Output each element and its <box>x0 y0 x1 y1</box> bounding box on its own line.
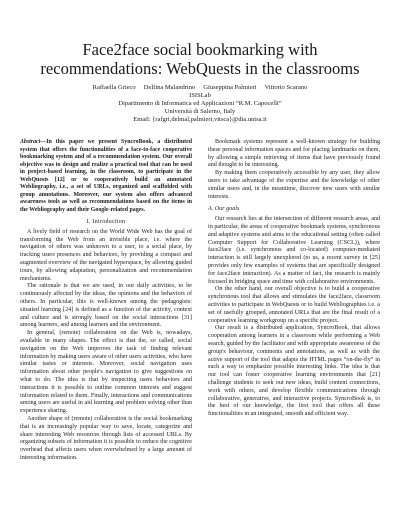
title-line-1: Face2face social bookmarking with <box>82 40 318 59</box>
abstract-lead: Abstract <box>20 139 41 145</box>
paper-title <box>20 40 380 78</box>
author-names: Raffaella Grieco Delfina Malandrino Giuseppina Palmieri Vittorio Scarano <box>92 84 308 91</box>
section-heading-introduction: I. Introduction <box>86 219 126 225</box>
university: Università di Salerno, Italy <box>164 108 236 115</box>
title-line-2: recommendations: WebQuests in the classrooms <box>40 59 360 78</box>
subsection-heading-our-goals: A. Our goals <box>208 206 240 213</box>
left-column <box>20 139 192 463</box>
lab-name: ISISLab <box>189 92 211 99</box>
goals-paragraph-1: Our research lies at the intersection of different research areas, and in particular, the areas of cooperative bookmark systems, synchronous and adaptive systems and aims to the educational setting (often called Computer Support for Collaborative Learning (CSCL)), where face2face (i.e. synchronous and co-located) computer-mediated interaction is still largely unexplored (to us, a recent survey in [25] provides only few examples of systems that are specifically designed for face2face interaction). As a matter of fact, the research is mainly focused in bridging space and time with collaborative environments. <box>208 216 380 285</box>
email: Email: {rafgri,delmal,palmieri,vitsca}@dia.unisa.it <box>133 116 267 123</box>
right-paragraph-2: By making them cooperatively accessible by any user, they allow users to take advantage of the expertise and the knowledge of other similar users and, in the meantime, discover new users with similar interests. <box>208 170 380 200</box>
right-column <box>208 139 380 419</box>
intro-paragraph-3: In general, (remote) collaboration on the Web is, nowadays, available in many shapes. The effect is that the, so called, social navigation on the Web improves the task of finding relevant information by making users aware of other users activities, who have similar tastes or interests. Moreover, social navigation uses information about other people's navigation to give suggestions on what to do. The idea is that by inspecting users behaviors and interactions it is possible to outline common interests and suggest information related to them. Finally, interactions and communications among users are useful in aid learning and problem solving other than experience sharing. <box>20 330 192 415</box>
abstract <box>20 139 192 214</box>
intro-paragraph-4: Another shape of (remote) collaboration is the social bookmarking that is an increasingly popular way to save, locate, categorize and share interesting Web resources through lists of accessed URLs. By organizing subsets of information it is possible to reduce the cognitive overhead that affects users when overwhelmed by a large amount of interesting information. <box>20 415 192 461</box>
right-paragraph-1: Bookmark systems represent a well-known strategy for building these personal information spaces and for placing landmarks on them, by allowing a simple retrieving of items that have previously found and thought to be interesting. <box>208 139 380 169</box>
intro-paragraph-2: The rationale is that we are used, in our daily activities, to be continuously affected by the ideas, the opinions and the behaviors of others. In particular, this is well-known among the pedagogists: situated learning [24] is defined as a function of the activity, context and culture and is strongly based on the social interactions [31] among learners, and among learners and the environment. <box>20 283 192 329</box>
goals-paragraph-2: On the other hand, our overall objective is to build a cooperative synchronous tool that allows and stimulates the face2face, classroom activities to participate in WebQuests or to build Webliographies i.e. a set of usefully grouped, annotated URLs that are the final result of a cooperative learning workgroup on a specific project. <box>208 286 380 324</box>
department: Dipartimento di Informatica ed Applicazioni “R.M. Capocelli” <box>118 100 282 107</box>
goals-paragraph-3: Our result is a distributed application, SyncroBook, that allows cooperation among learners in a classroom while performing a Web search, guided by the facilitator and with appropriate awareness of the group's behaviour, comments and annotations, as well as with the active support of the tool that adapts the HTML pages “on-the-fly” in such a way to emphasize possible interesting links. The idea is that our tool can foster cooperative learning environments that [21] challenge students to seek out new ideas, build content connections, work with others, and develop flexible communications through collaborative, generative, and interactive projects. SyncroBook is, to the best of our knowledge, the first tool that offers all these functionalities in an integrated, smooth and efficient way. <box>208 325 380 418</box>
intro-paragraph-1: A lively field of research on the World Wide Web has the goal of transforming the Web from an invisible place, i.e. where the navigation of others was unknown to a user, to a social place, by tracking users presences and behaviors, by providing a compact and augmented overview of the navigated hyperspace, by allowing guided tours, by allowing adaptation, personalization and recommendation mechanisms. <box>20 228 192 282</box>
abstract-body: —In this paper we present SyncroBook, a distributed system that offers the functionalities of a face-to-face cooperative bookmarking system and of a recommendation system. Our overall objective was to design and realize a practical tool that can be used in project-based learning, in the classroom, to participate in the WebQuests [12] or to cooperatively build an annotated Webliography, i.e., a set of URLs, organized and scaffolded with group annotations. Moreover, our system also offers advanced awareness tools as well as recommendations based on the items in the Webliography and their Google-related pages. <box>20 139 192 213</box>
author-block <box>20 84 380 124</box>
